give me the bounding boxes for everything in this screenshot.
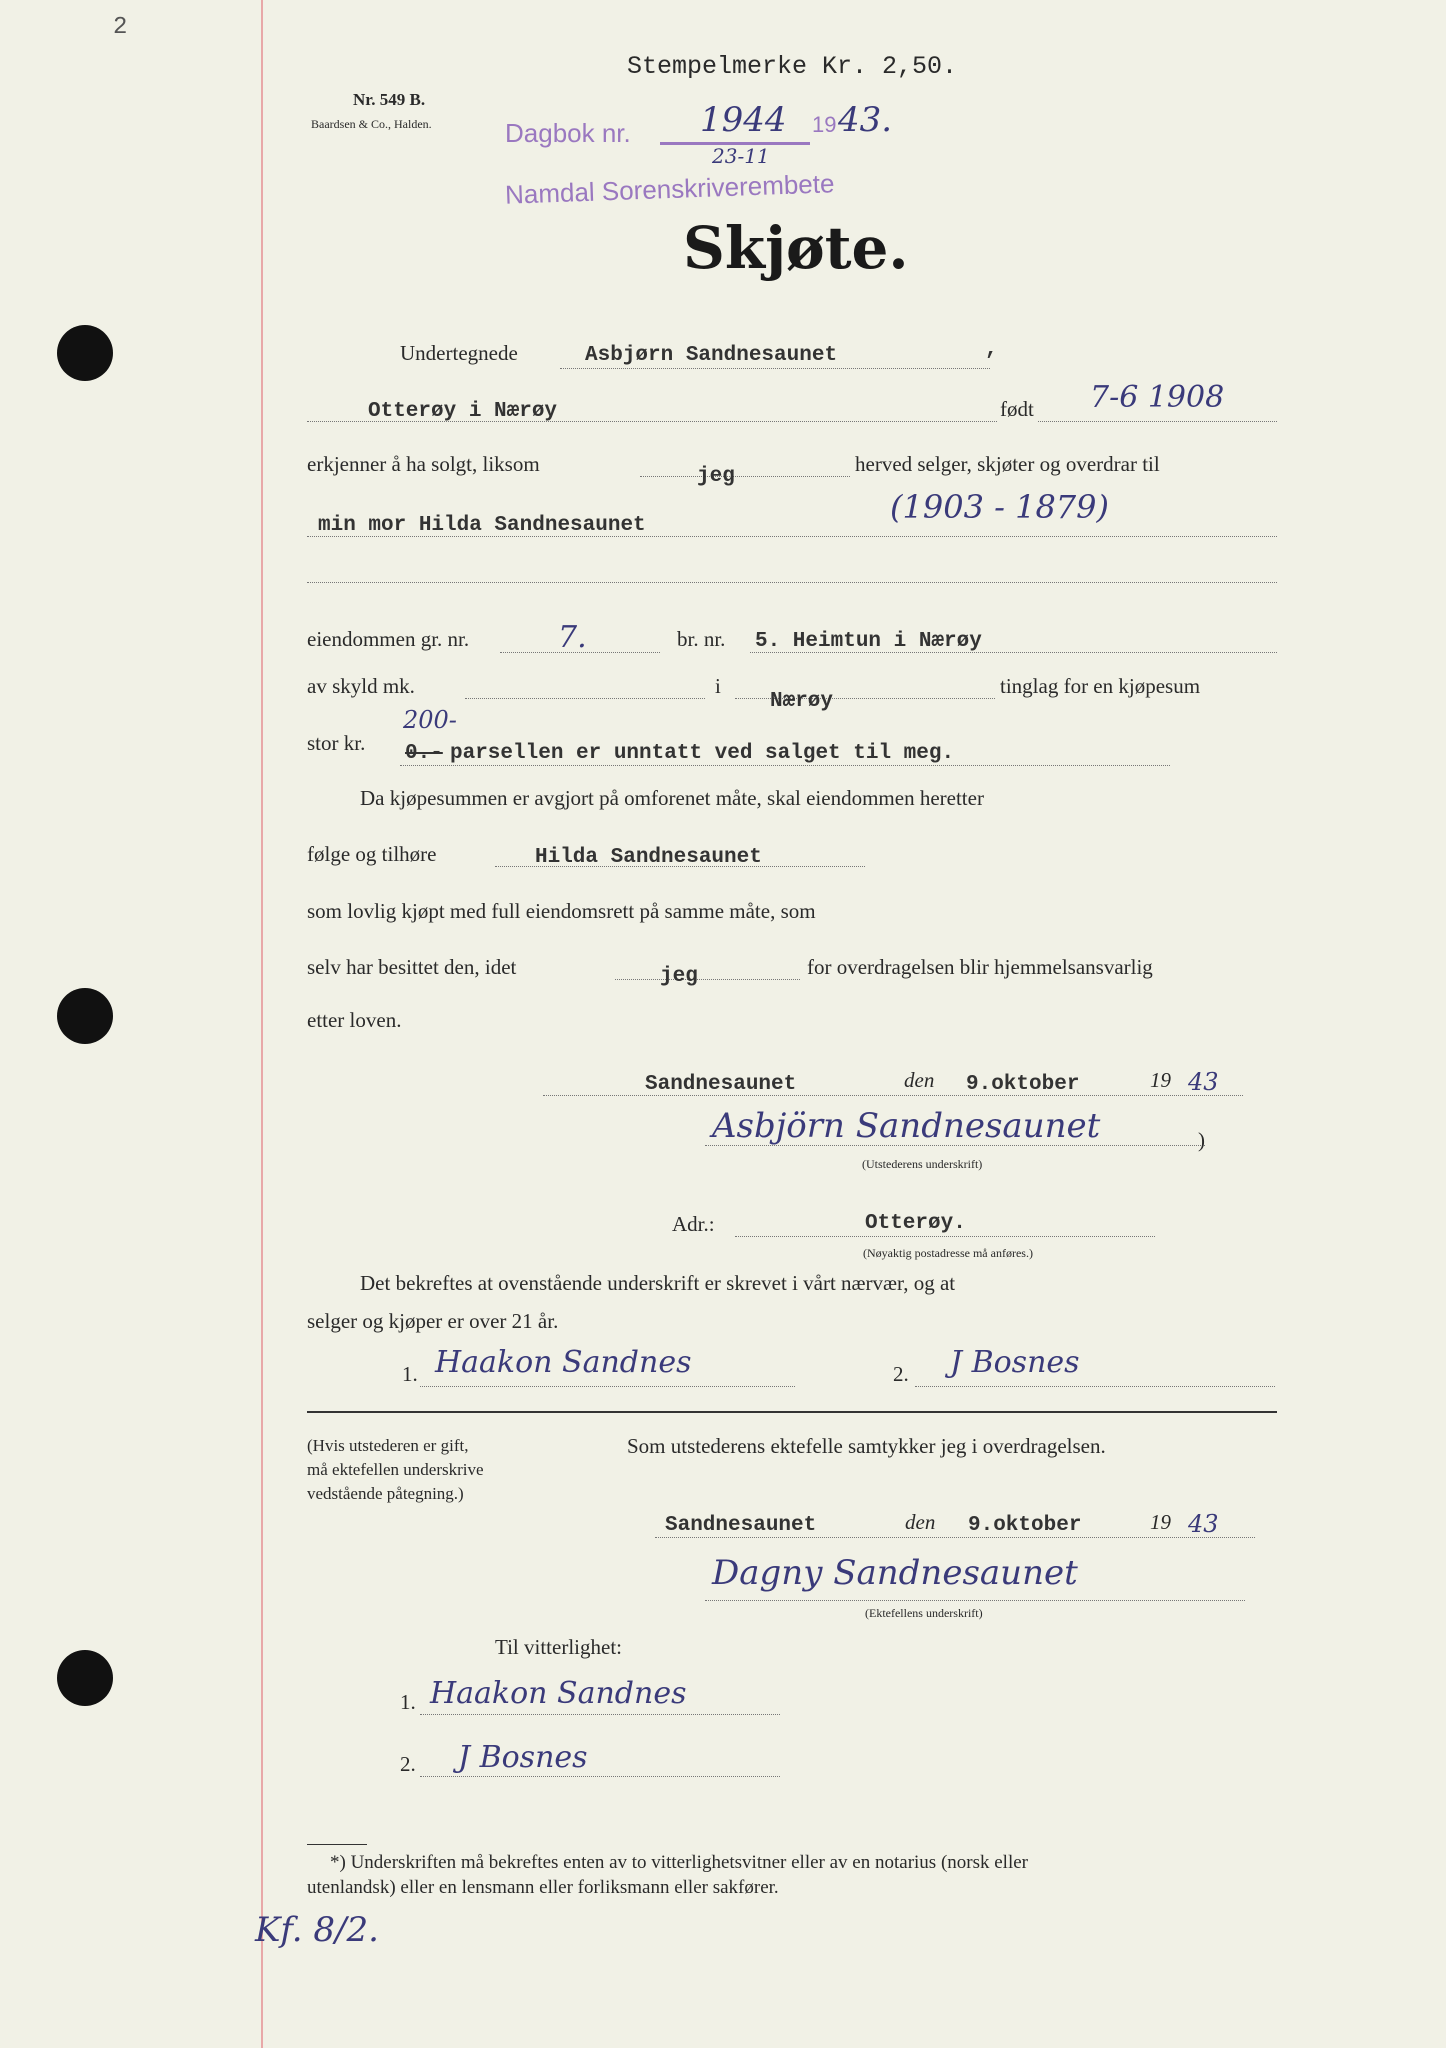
address: Otterøy. — [865, 1212, 966, 1235]
spouse-signature: Dagny Sandnesaunet — [712, 1553, 1078, 1593]
form-number: Nr. 549 B. — [353, 90, 426, 109]
confirm-text-2: selger og kjøper er over 21 år. — [307, 1309, 559, 1333]
witness-2-signature: J Bosnes — [458, 1740, 588, 1775]
text-for-overdragelsen: for overdragelsen blir hjemmelsansvarlig — [807, 955, 1153, 979]
margin-note: Kf. 8/2. — [255, 1910, 379, 1950]
witness-1-signature: Haakon Sandnes — [435, 1345, 692, 1380]
text-da: Da kjøpesummen er avgjort på omforenet måte, skal eiendommen heretter — [360, 786, 984, 810]
office-stamp: Namdal Sorenskriverembete — [504, 168, 835, 210]
spouse-signature-label: (Ektefellens underskrift) — [865, 1606, 983, 1620]
spouse-consent: Som utstederens ektefelle samtykker jeg i overdragelsen. — [627, 1434, 1106, 1458]
label-fodt: født — [1000, 397, 1034, 421]
section-divider — [307, 1411, 1277, 1413]
purchase-amount: 200- — [403, 706, 457, 734]
text-selv: selv har besittet den, idet — [307, 955, 517, 979]
paren: ) — [1198, 1128, 1205, 1152]
page-number: 2 — [113, 14, 128, 41]
signing-place: Sandnesaunet — [645, 1073, 797, 1096]
footnote: *) Underskriften må bekreftes enten av to vitterlighetsvitner eller av en notarius (norsk eller — [330, 1852, 1028, 1873]
label-stor-kr: stor kr. — [307, 731, 366, 755]
spouse-place: Sandnesaunet — [665, 1514, 817, 1537]
text-herved: herved selger, skjøter og overdrar til — [855, 452, 1160, 476]
text-etter-loven: etter loven. — [307, 1008, 402, 1032]
parcel-note: parsellen er unntatt ved salget til meg. — [450, 742, 955, 765]
witness-number: 1. — [402, 1362, 418, 1386]
spouse-note: vedstående påtegning.) — [307, 1484, 464, 1503]
year-suffix: 43. — [838, 100, 893, 140]
label-den: den — [905, 1510, 936, 1534]
label-gr-nr: eiendommen gr. nr. — [307, 627, 470, 651]
stamp-fee: Stempelmerke Kr. 2,50. — [627, 52, 958, 81]
signing-date: 9.oktober — [966, 1073, 1080, 1096]
witness-number: 2. — [400, 1752, 416, 1776]
punch-hole — [57, 1650, 113, 1706]
seller-name: Asbjørn Sandnesaunet — [585, 344, 838, 367]
comma: , — [985, 338, 998, 361]
pronoun: jeg — [697, 465, 735, 488]
witness-heading: Til vitterlighet: — [495, 1635, 622, 1659]
address-note: (Nøyaktig postadresse må anføres.) — [863, 1246, 1033, 1260]
document-title: Skjøte. — [683, 214, 909, 282]
buyer-name: min mor Hilda Sandnesaunet — [318, 514, 646, 537]
confirm-text: Det bekreftes at ovenstående underskrift er skrevet i vårt nærvær, og at — [360, 1271, 956, 1295]
br-nr: 5. Heimtun i Nærøy — [755, 630, 982, 653]
seller-signature: Asbjörn Sandnesaunet — [712, 1106, 1101, 1146]
heir-name: Hilda Sandnesaunet — [535, 846, 762, 869]
printer: Baardsen & Co., Halden. — [311, 117, 432, 131]
label-skyld: av skyld mk. — [307, 674, 415, 698]
seller-place: Otterøy i Nærøy — [368, 400, 558, 423]
spouse-note: (Hvis utstederen er gift, — [307, 1436, 469, 1455]
margin-line — [261, 0, 263, 2048]
punch-hole — [57, 325, 113, 381]
birth-date: 7-6 1908 — [1090, 380, 1225, 415]
text-som: som lovlig kjøpt med full eiendomsrett på samme måte, som — [307, 899, 816, 923]
dagbok-number: 1944 — [700, 100, 787, 140]
footnote: utenlandsk) eller en lensmann eller forliksmann eller sakfører. — [307, 1877, 779, 1898]
text-erkjenner: erkjenner å ha solgt, liksom — [307, 452, 540, 476]
signature-label: (Utstederens underskrift) — [862, 1157, 983, 1171]
pronoun-2: jeg — [660, 965, 698, 988]
gr-nr: 7. — [558, 620, 587, 655]
buyer-dates: (1903 - 1879) — [890, 488, 1109, 526]
municipality: Nærøy — [770, 690, 834, 713]
year-suffix: 43 — [1188, 1510, 1219, 1538]
witness-2-signature: J Bosnes — [950, 1345, 1080, 1380]
witness-1-signature: Haakon Sandnes — [430, 1676, 687, 1711]
year-prefix: 19 — [1150, 1510, 1171, 1534]
punch-hole — [57, 988, 113, 1044]
spouse-note: må ektefellen underskrive — [307, 1460, 484, 1479]
text-tinglag: tinglag for en kjøpesum — [1000, 674, 1201, 698]
label-den: den — [904, 1068, 935, 1092]
witness-number: 1. — [400, 1690, 416, 1714]
label-adr: Adr.: — [672, 1212, 715, 1236]
label-br-nr: br. nr. — [677, 627, 726, 651]
struck-amount: 0.- — [405, 742, 443, 765]
dagbok-label: Dagbok nr. — [505, 118, 631, 148]
text-folge: følge og tilhøre — [307, 842, 437, 866]
year-suffix: 43 — [1188, 1068, 1219, 1096]
footnote-rule — [307, 1844, 367, 1845]
dagbok-date: 23-11 — [712, 144, 770, 168]
year-prefix: 19 — [812, 112, 837, 137]
label-undertegnede: Undertegnede — [400, 341, 518, 365]
witness-number: 2. — [893, 1362, 909, 1386]
label-i: i — [715, 674, 721, 698]
year-prefix: 19 — [1150, 1068, 1171, 1092]
spouse-date: 9.oktober — [968, 1514, 1082, 1537]
